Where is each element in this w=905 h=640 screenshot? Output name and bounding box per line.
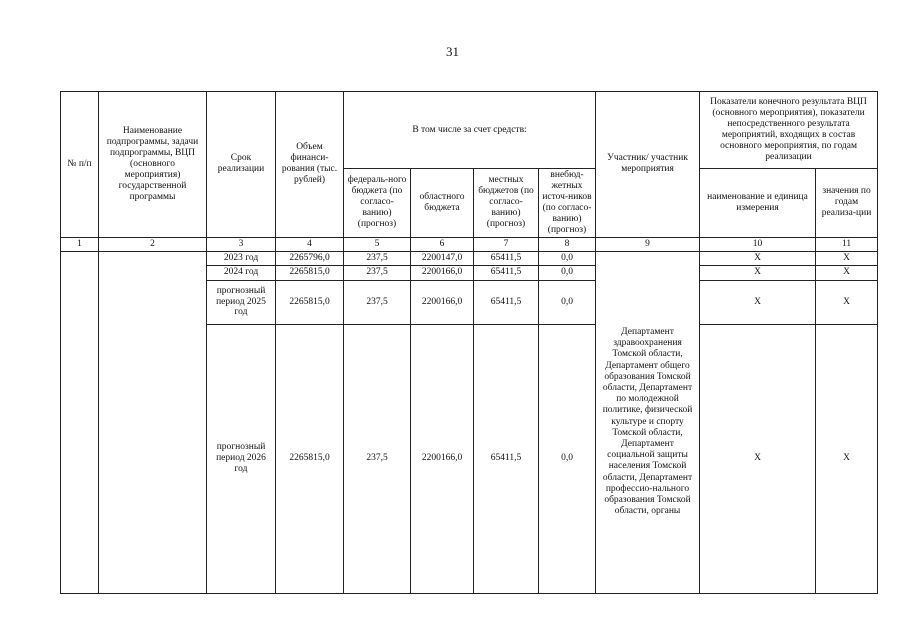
volume-cell: 2265796,0 [276, 251, 344, 265]
indicator-value-cell: Х [816, 251, 878, 265]
indicator-name-cell: Х [700, 265, 816, 280]
row-name-cell [99, 251, 207, 593]
extra-cell: 0,0 [539, 251, 596, 265]
header-volume: Объем финанси-рования (тыс. рублей) [276, 92, 344, 238]
regional-cell: 2200166,0 [411, 324, 474, 593]
column-number: 1 [61, 237, 99, 251]
volume-cell: 2265815,0 [276, 324, 344, 593]
header-indicators-group: Показатели конечного результата ВЦП (основного мероприятия), показатели непосредственного результата мероприятий, входящих в состав основного мероприятия, по годам реализации [700, 92, 878, 169]
regional-cell: 2200166,0 [411, 280, 474, 324]
column-number: 4 [276, 237, 344, 251]
column-number: 10 [700, 237, 816, 251]
page-number: 31 [446, 44, 459, 59]
indicator-value-cell: Х [816, 280, 878, 324]
column-numbers-row [61, 237, 878, 251]
regional-cell: 2200147,0 [411, 251, 474, 265]
federal-cell: 237,5 [344, 265, 411, 280]
volume-cell: 2265815,0 [276, 280, 344, 324]
federal-cell: 237,5 [344, 280, 411, 324]
term-cell: 2023 год [207, 251, 276, 265]
column-number: 5 [344, 237, 411, 251]
column-number: 7 [474, 237, 539, 251]
local-cell: 65411,5 [474, 280, 539, 324]
column-number: 2 [99, 237, 207, 251]
row-number-cell [61, 251, 99, 593]
term-cell: прогнозный период 2026 год [207, 324, 276, 593]
header-number: № п/п [61, 92, 99, 238]
local-cell: 65411,5 [474, 324, 539, 593]
program-table [60, 91, 878, 594]
column-number: 6 [411, 237, 474, 251]
column-number: 3 [207, 237, 276, 251]
header-indicator-values: значения по годам реализа-ции [816, 169, 878, 238]
regional-cell: 2200166,0 [411, 265, 474, 280]
indicator-name-cell: Х [700, 324, 816, 593]
header-regional: областного бюджета [411, 169, 474, 238]
header-federal: федераль-ного бюджета (по согласо-ванию) (прогноз) [344, 169, 411, 238]
header-extra: внебюд-жетных источ-ников (по согласо-ванию) (прогноз) [539, 169, 596, 238]
header-indicator-name: наименование и единица измерения [700, 169, 816, 238]
volume-cell: 2265815,0 [276, 265, 344, 280]
indicator-value-cell: Х [816, 324, 878, 593]
extra-cell: 0,0 [539, 324, 596, 593]
federal-cell: 237,5 [344, 324, 411, 593]
column-number: 9 [596, 237, 700, 251]
table-row [61, 251, 878, 265]
participant-cell: Департамент здравоохранения Томской области, Департамент общего образования Томской области, Департамент по молодежной политике, физической культуре и спорту Томской области, Департамент социальной защиты населения Томской области, Департамент профессио-нального образования Томской области, органы [596, 251, 700, 593]
extra-cell: 0,0 [539, 265, 596, 280]
indicator-name-cell: Х [700, 251, 816, 265]
column-number: 11 [816, 237, 878, 251]
indicator-value-cell: Х [816, 265, 878, 280]
extra-cell: 0,0 [539, 280, 596, 324]
term-cell: 2024 год [207, 265, 276, 280]
column-number: 8 [539, 237, 596, 251]
term-cell: прогнозный период 2025 год [207, 280, 276, 324]
local-cell: 65411,5 [474, 265, 539, 280]
header-participant: Участник/ участник мероприятия [596, 92, 700, 238]
header-name: Наименование подпрограммы, задачи подпрограммы, ВЦП (основного мероприятия) государственной программы [99, 92, 207, 238]
local-cell: 65411,5 [474, 251, 539, 265]
indicator-name-cell: Х [700, 280, 816, 324]
header-sources-group: В том числе за счет средств: [344, 92, 596, 169]
header-term: Срок реализации [207, 92, 276, 238]
federal-cell: 237,5 [344, 251, 411, 265]
header-local: местных бюджетов (по согласо-ванию) (прогноз) [474, 169, 539, 238]
